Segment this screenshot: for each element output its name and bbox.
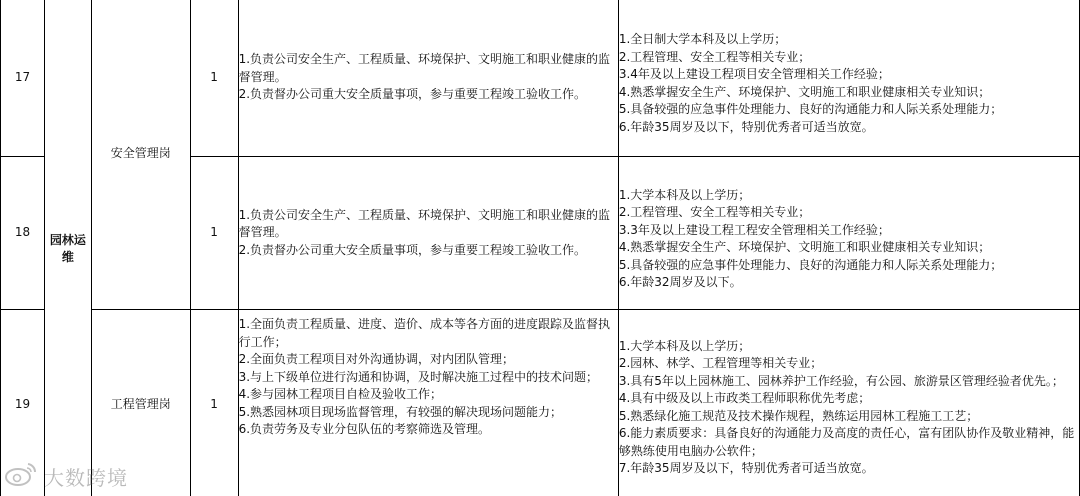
duty-line: 6.负责劳务及专业分包队伍的考察筛选及管理。: [238, 422, 491, 436]
position-cell: 安全管理岗: [91, 0, 190, 310]
requirement-line: 1.大学本科及以上学历；: [618, 338, 751, 353]
duty-line: 3.与上下级单位进行沟通和协调，及时解决施工过程中的技术问题；: [238, 369, 599, 384]
requirement-line: 7.年龄35周岁及以下，特别优秀者可适当放宽。: [618, 461, 874, 475]
row-number: 18: [1, 157, 45, 310]
position-cell: 工程管理岗: [91, 310, 190, 496]
requirement-line: 4.熟悉掌握安全生产、环境保护、文明施工和职业健康相关专业知识；: [618, 240, 991, 254]
requirement-line: 6.年龄32周岁及以下。: [618, 275, 742, 289]
duty-line: 1.全面负责工程质量、进度、造价、成本等各方面的进度跟踪及监督执行工作；: [238, 317, 611, 349]
requirement-line: 5.熟悉绿化施工规范及技术操作规程，熟练运用园林工程施工工艺；: [618, 408, 979, 423]
requirement-line: 5.具备较强的应急事件处理能力、良好的沟通能力和人际关系处理能力；: [618, 257, 1003, 272]
department-cell: 园林运维: [44, 0, 91, 496]
duty-line: 5.熟悉园林项目现场监督管理，有较强的解决现场问题能力；: [238, 404, 563, 419]
row-number: 17: [1, 0, 45, 157]
table-row: [1, 0, 1080, 157]
headcount-cell: 1: [190, 310, 238, 496]
duties-cell: [238, 0, 618, 157]
requirement-line: 3.4年及以上建设工程项目安全管理相关工作经验；: [618, 67, 890, 81]
duties-cell: [238, 310, 618, 496]
duties-cell: [238, 157, 618, 310]
duty-line: 2.负责督办公司重大安全质量事项，参与重要工程竣工验收工作。: [238, 87, 587, 102]
requirement-line: 5.具备较强的应急事件处理能力、良好的沟通能力和人际关系处理能力；: [618, 102, 1003, 116]
duty-line: 1.负责公司安全生产、工程质量、环境保护、文明施工和职业健康的监督管理。: [238, 207, 611, 240]
duty-line: 1.负责公司安全生产、工程质量、环境保护、文明施工和职业健康的监督管理。: [238, 52, 611, 84]
requirement-line: 6.年龄35周岁及以下，特别优秀者可适当放宽。: [618, 119, 874, 134]
requirement-line: 1.大学本科及以上学历；: [618, 187, 751, 202]
row-number: 19: [1, 310, 45, 496]
watermark-text: 大数跨境: [44, 466, 128, 490]
requirements-cell: [618, 157, 1079, 310]
duty-line: 2.负责督办公司重大安全质量事项，参与重要工程竣工验收工作。: [238, 242, 587, 257]
requirements-cell: [618, 310, 1079, 496]
requirement-line: 4.熟悉掌握安全生产、环境保护、文明施工和职业健康相关专业知识；: [618, 84, 991, 99]
headcount-cell: 1: [190, 0, 238, 157]
headcount-cell: 1: [190, 157, 238, 310]
requirements-cell: [618, 0, 1079, 157]
duty-line: 4.参与园林工程项目自检及验收工作；: [238, 387, 443, 401]
requirement-line: 3.具有5年以上园林施工、园林养护工作经验，有公园、旅游景区管理经验者优先。；: [618, 373, 1064, 388]
requirement-line: 2.工程管理、安全工程等相关专业；: [618, 205, 811, 219]
table-row: [1, 310, 1080, 496]
requirement-line: 2.园林、林学、工程管理等相关专业；: [618, 356, 823, 370]
duty-line: 2.全面负责工程项目对外沟通协调，对内团队管理；: [238, 352, 515, 366]
requirement-line: 2.工程管理、安全工程等相关专业；: [618, 49, 811, 64]
requirement-line: 6.能力素质要求：具备良好的沟通能力及高度的责任心，富有团队协作及敬业精神，能够熟练使用电脑办公软件；: [618, 426, 1075, 458]
requirement-line: 4.具有中级及以上市政类工程师职称优先考虑；: [618, 391, 871, 405]
requirement-line: 1.全日制大学本科及以上学历；: [618, 32, 787, 46]
requirement-line: 3.3年及以上建设工程工程安全管理相关工作经验；: [618, 222, 890, 237]
